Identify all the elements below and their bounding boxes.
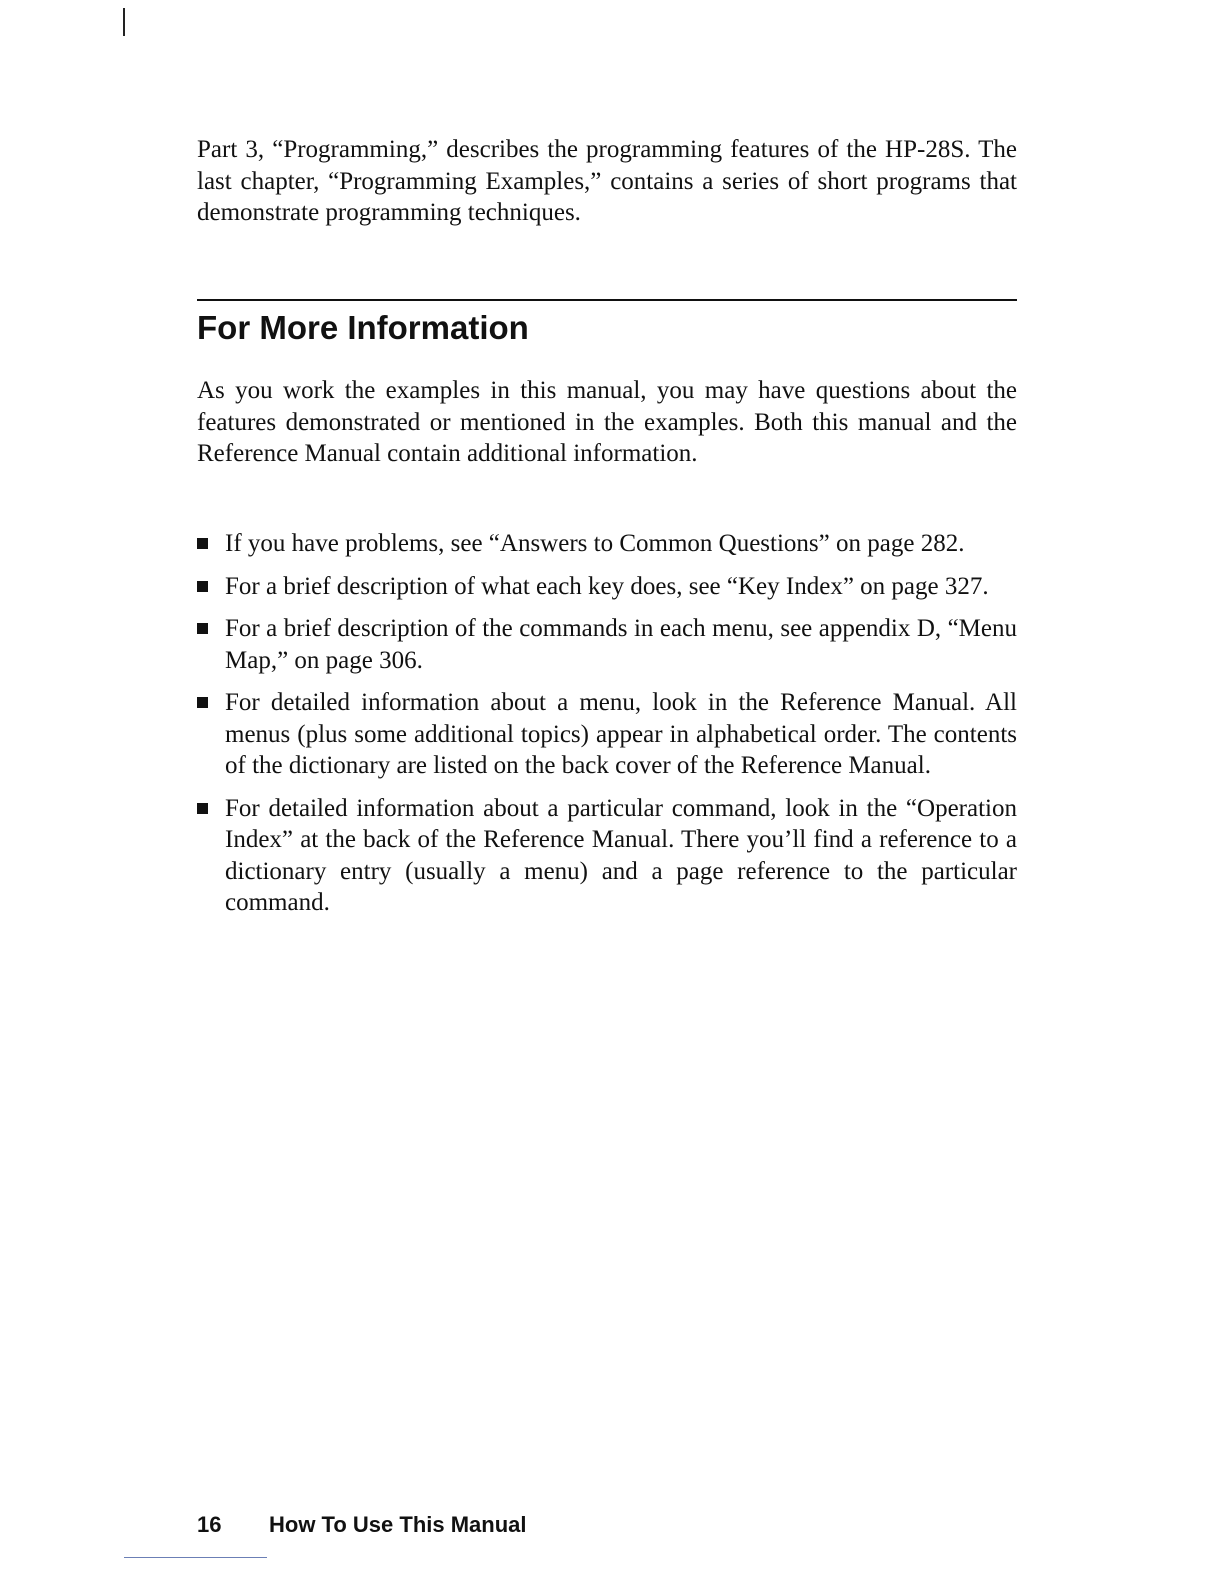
- footer-title: How To Use This Manual: [269, 1512, 527, 1537]
- bottom-rule: [124, 1557, 267, 1558]
- list-item: [197, 571, 1017, 603]
- section-heading: For More Information: [197, 309, 529, 346]
- page-footer: [197, 1510, 527, 1540]
- square-bullet-icon: [197, 581, 208, 592]
- square-bullet-icon: [197, 538, 208, 549]
- list-item-text: For a brief description of the commands in each menu, see appendix D, “Menu Map,” on page 306.: [225, 615, 1017, 674]
- page-number: 16: [197, 1512, 222, 1537]
- square-bullet-icon: [197, 697, 208, 708]
- list-item: [197, 793, 1017, 919]
- list-item-text: For a brief description of what each key does, see “Key Index” on page 327.: [225, 572, 989, 600]
- list-item: [197, 613, 1017, 676]
- list-item-text: For detailed information about a particular command, look in the “Operation Index” at the back of the Reference Manual. There you’ll find a reference to a dictionary entry (usually a menu) and a page reference to the particular command.: [225, 794, 1017, 916]
- list-item-text: For detailed information about a menu, look in the Reference Manual. All menus (plus some additional topics) appear in alphabetical order. The contents of the dictionary are listed on the back cover of the Reference Manual.: [225, 689, 1017, 779]
- square-bullet-icon: [197, 623, 208, 634]
- list-item: [197, 528, 1017, 560]
- section-divider: [197, 299, 1017, 301]
- intro-paragraph: Part 3, “Programming,” describes the programming features of the HP-28S. The last chapter, “Programming Examples,” contains a series of short programs that demonstrate programming techniques.: [197, 136, 1017, 226]
- section-paragraph: As you work the examples in this manual, you may have questions about the features demonstrated or mentioned in the examples. Both this manual and the Reference Manual contain additional information.: [197, 377, 1017, 467]
- bullet-list: [197, 528, 1017, 930]
- list-item: [197, 687, 1017, 782]
- margin-mark: [123, 8, 125, 36]
- list-item-text: If you have problems, see “Answers to Common Questions” on page 282.: [225, 530, 965, 557]
- square-bullet-icon: [197, 803, 208, 814]
